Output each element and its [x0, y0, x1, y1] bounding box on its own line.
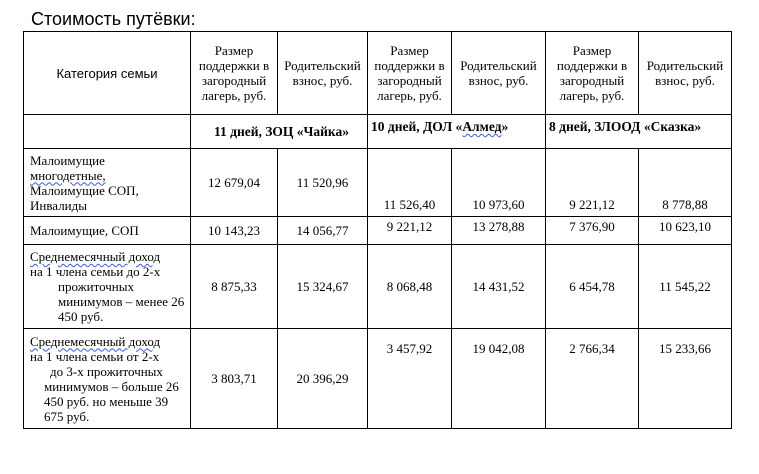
table-row: [24, 149, 732, 217]
value-cell: 15 233,66: [639, 329, 732, 429]
category-line: Среднемесячный доход: [30, 333, 161, 349]
camp-chaika: 11 дней, ЗОЦ «Чайка»: [191, 115, 368, 149]
value-cell: 11 526,40: [368, 149, 452, 217]
header-parent-1: Родительский взнос, руб.: [278, 32, 368, 115]
camp-row-empty: [24, 115, 191, 149]
category-line: 450 руб.: [58, 309, 104, 324]
category-cell: [24, 149, 191, 217]
category-line: 450 руб. но меньше 39: [44, 393, 169, 409]
camp-skazka: 8 дней, ЗЛООД «Сказка»: [546, 115, 732, 149]
category-line: 675 руб.: [44, 408, 90, 424]
value-cell: 3 457,92: [368, 329, 452, 429]
value-cell: 10 973,60: [452, 149, 546, 217]
header-support-1: Размер поддержки в загородный лагерь, руб.: [191, 32, 278, 115]
value-cell: 15 324,67: [278, 245, 368, 329]
camp-almed: [368, 115, 546, 149]
value-cell: 2 766,34: [546, 329, 639, 429]
value-cell: 10 623,10: [639, 217, 732, 245]
header-support-3: Размер поддержки в загородный лагерь, руб.: [546, 32, 639, 115]
value-cell: 10 143,23: [191, 217, 278, 245]
camp-row: [24, 115, 732, 149]
value-cell: 6 454,78: [546, 245, 639, 329]
price-table: [23, 31, 732, 429]
header-parent-3: Родительский взнос, руб.: [639, 32, 732, 115]
category-cell: [24, 329, 191, 429]
value-cell: 8 068,48: [368, 245, 452, 329]
category-line: Инвалиды: [30, 197, 87, 213]
table-row: [24, 217, 732, 245]
header-row: [24, 32, 732, 115]
category-line: на 1 члена семьи от 2-х: [30, 348, 160, 364]
camp-almed-name: Алмед: [462, 119, 502, 134]
category-cell: [24, 217, 191, 245]
category-line: до 3-х прожиточных: [50, 363, 163, 379]
header-category: Категория семьи: [24, 32, 191, 115]
category-line: Малоимущие, СОП: [30, 223, 139, 238]
value-cell: 14 056,77: [278, 217, 368, 245]
value-cell: 11 545,22: [639, 245, 732, 329]
category-cell: [24, 245, 191, 329]
category-line: Среднемесячный доход: [30, 249, 161, 264]
value-cell: 9 221,12: [368, 217, 452, 245]
value-cell: 3 803,71: [191, 329, 278, 429]
category-line: минимумов – менее 26: [58, 294, 185, 309]
value-cell: 19 042,08: [452, 329, 546, 429]
value-cell: 14 431,52: [452, 245, 546, 329]
category-line: Малоимущие СОП,: [30, 182, 139, 198]
value-cell: 8 778,88: [639, 149, 732, 217]
category-line: прожиточных: [58, 279, 134, 294]
header-support-2: Размер поддержки в загородный лагерь, руб.: [368, 32, 452, 115]
value-cell: 8 875,33: [191, 245, 278, 329]
value-cell: 7 376,90: [546, 217, 639, 245]
page-title: Стоимость путёвки:: [31, 9, 196, 29]
camp-almed-label: 10 дней, ДОЛ «Алмед»: [371, 119, 509, 134]
value-cell: 11 520,96: [278, 149, 368, 217]
category-line: Малоимущие: [30, 152, 105, 168]
category-line: минимумов – больше 26: [44, 378, 179, 394]
value-cell: 12 679,04: [191, 149, 278, 217]
table-row: [24, 245, 732, 329]
value-cell: 9 221,12: [546, 149, 639, 217]
value-cell: 20 396,29: [278, 329, 368, 429]
table-row: [24, 329, 732, 429]
category-line: многодетные,: [30, 167, 106, 183]
value-cell: 13 278,88: [452, 217, 546, 245]
category-line: на 1 члена семьи до 2-х: [30, 264, 161, 279]
header-parent-2: Родительский взнос, руб.: [452, 32, 546, 115]
